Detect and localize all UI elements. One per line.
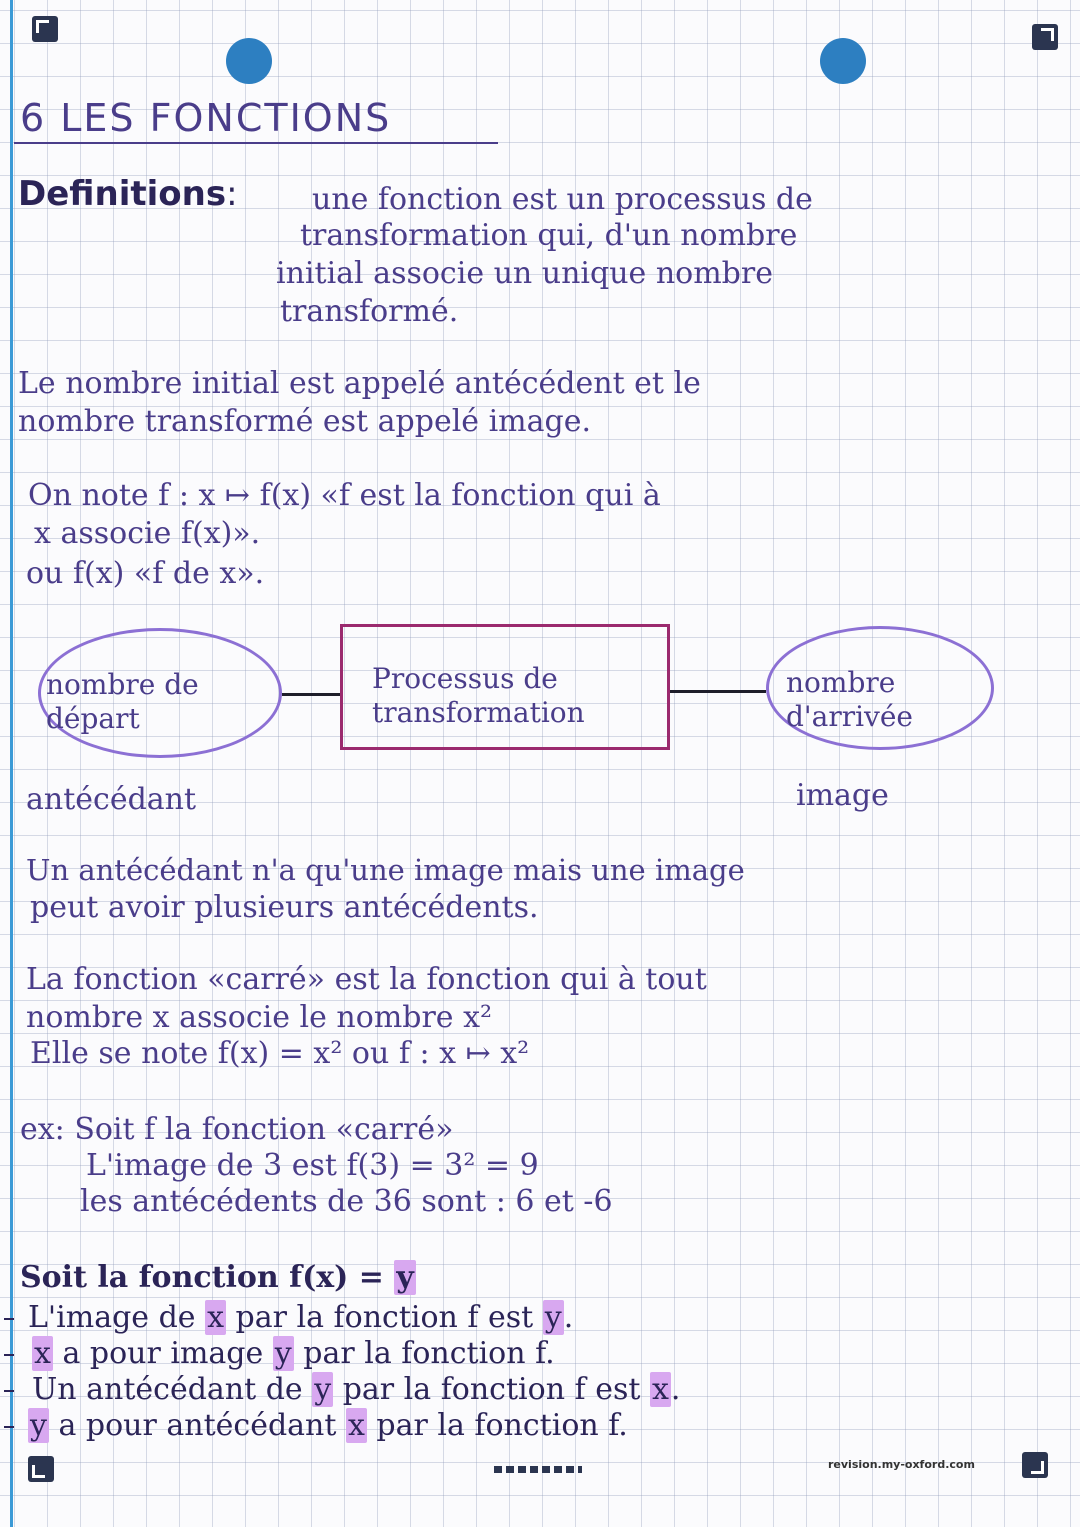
corner-marker-icon: [1032, 24, 1058, 50]
title-underline: [14, 142, 498, 144]
end-caption: image: [796, 778, 889, 813]
carre-line: La fonction «carré» est la fonction qui à tout: [26, 962, 707, 997]
paragraph-line: nombre transformé est appelé image.: [18, 404, 592, 439]
footer-bars: [494, 1466, 582, 1473]
summary-line: x a pour image y par la fonction f.: [34, 1336, 555, 1371]
notation-line: x associe f(x)».: [34, 516, 261, 551]
definition-line: transformation qui, d'un nombre: [300, 218, 798, 253]
bullet-dash: [4, 1426, 14, 1428]
notation-line: ou f(x) «f de x».: [26, 556, 265, 591]
start-label: nombre de départ: [46, 668, 199, 735]
connector-line: [282, 693, 340, 696]
bullet-dash: [4, 1390, 14, 1392]
corner-marker-icon: [32, 16, 58, 42]
summary-line: Un antécédant de y par la fonction f est x.: [32, 1372, 681, 1407]
corner-marker-icon: [28, 1456, 54, 1482]
paragraph-line: Le nombre initial est appelé antécédent et le: [18, 366, 701, 401]
summary-line: y a pour antécédant x par la fonction f.: [30, 1408, 628, 1443]
example-line: ex: Soit f la fonction «carré»: [20, 1112, 454, 1147]
connector-line: [670, 690, 766, 693]
carre-line: Elle se note f(x) = x² ou f : x ↦ x²: [30, 1036, 530, 1071]
process-label: Processus de transformation: [372, 662, 585, 729]
definition-line: une fonction est un processus de: [312, 182, 813, 217]
bullet-dash: [4, 1354, 14, 1356]
end-label: nombre d'arrivée: [786, 666, 913, 733]
start-caption: antécédant: [26, 782, 197, 817]
page-title: 6 LES FONCTIONS: [20, 96, 392, 140]
summary-line: L'image de x par la fonction f est y.: [28, 1300, 574, 1335]
paragraph-line: Un antécédant n'a qu'une image mais une image: [26, 853, 745, 887]
footer-url: revision.my-oxford.com: [828, 1458, 975, 1471]
example-line: les antécédents de 36 sont : 6 et -6: [80, 1184, 613, 1219]
carre-line: nombre x associe le nombre x²: [26, 1000, 493, 1035]
bullet-dash: [4, 1318, 14, 1320]
definition-line: transformé.: [280, 294, 459, 329]
example-line: L'image de 3 est f(3) = 3² = 9: [86, 1148, 539, 1183]
binder-hole-left: [226, 38, 272, 84]
summary-heading: Soit la fonction f(x) = y: [20, 1260, 414, 1295]
binder-hole-right: [820, 38, 866, 84]
paragraph-line: peut avoir plusieurs antécédents.: [30, 890, 539, 925]
definition-line: initial associe un unique nombre: [276, 256, 773, 291]
definition-label: Definitions:: [18, 174, 238, 214]
notation-line: On note f : x ↦ f(x) «f est la fonction qui à: [28, 478, 661, 513]
margin-line: [10, 0, 13, 1527]
corner-marker-icon: [1022, 1452, 1048, 1478]
